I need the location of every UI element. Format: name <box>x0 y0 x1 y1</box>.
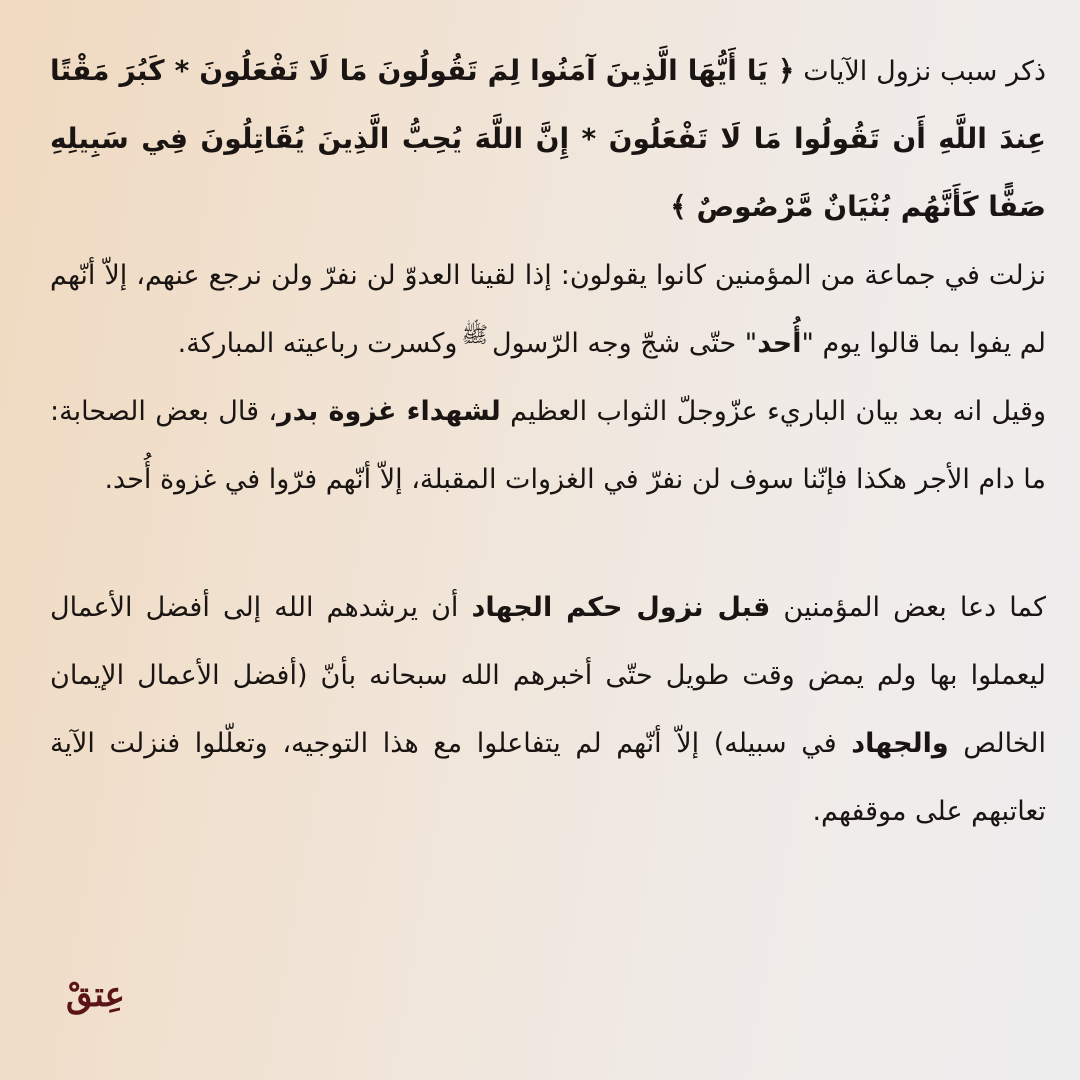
highlight-before-jihad: قبل نزول حكم الجهاد <box>471 592 771 623</box>
salawat-seal-icon: ﷺ <box>461 323 489 348</box>
paragraph-text: في سبيله) إلاّ أنّهم لم يتفاعلوا مع هذا التوجيه، وتعلّلوا فنزلت الآية تعاتبهم على موقفهم. <box>50 728 1046 827</box>
paragraph-text: كما دعا بعض المؤمنين <box>770 592 1046 623</box>
brand-logo: عِتقْ <box>66 975 125 1015</box>
paragraph-badr <box>50 378 1046 514</box>
highlight-jihad: والجهاد <box>851 728 949 759</box>
article-body <box>50 38 1046 846</box>
paragraph-jihad <box>50 574 1046 846</box>
paragraph-text: وكسرت رباعيته المباركة. <box>177 328 458 359</box>
paragraph-gap <box>50 514 1046 574</box>
paragraph-text: أن يرشدهم الله إلى أفضل الأعمال ليعملوا بها ولم يمض وقت طويل حتّى أخبرهم الله سبحانه بأنّ (أفضل الأعمال الإيمان الخالص <box>50 592 1046 759</box>
paragraph-text: ، قال بعض الصحابة: ما دام الأجر هكذا فإنّنا سوف لن نفرّ في الغزوات المقبلة، إلاّ أنّهم فرّوا في غزوة أُحد. <box>50 396 1046 495</box>
paragraph-text: نزلت في جماعة من المؤمنين كانوا يقولون: إذا لقينا العدوّ لن نفرّ ولن نرجع عنهم، إلاّ أنّهم لم يفوا بما قالوا يوم " <box>50 260 1046 359</box>
quran-verse: ﴿ يَا أَيُّهَا الَّذِينَ آمَنُوا لِمَ تَقُولُونَ مَا لَا تَفْعَلُونَ * كَبُرَ مَقْتًا عِندَ اللَّهِ أَن تَقُولُوا مَا لَا تَفْعَلُونَ * إِنَّ اللَّهَ يُحِبُّ الَّذِينَ يُقَاتِلُونَ فِي سَبِيلِهِ صَفًّا كَأَنَّهُم بُنْيَانٌ مَّرْصُوصٌ ﴾ <box>50 54 1046 223</box>
intro-lead: ذكر سبب نزول الآيات <box>794 56 1047 87</box>
intro-paragraph <box>50 38 1046 242</box>
paragraph-text: " حتّى شجّ وجه الرّسول <box>492 328 758 359</box>
highlight-uhud: أُحد <box>757 328 802 359</box>
paragraph-text: وقيل انه بعد بيان الباريء عزّوجلّ الثواب العظيم <box>500 396 1046 427</box>
highlight-badr: لشهداء غزوة بدر <box>277 396 501 427</box>
paragraph-uhud <box>50 242 1046 378</box>
